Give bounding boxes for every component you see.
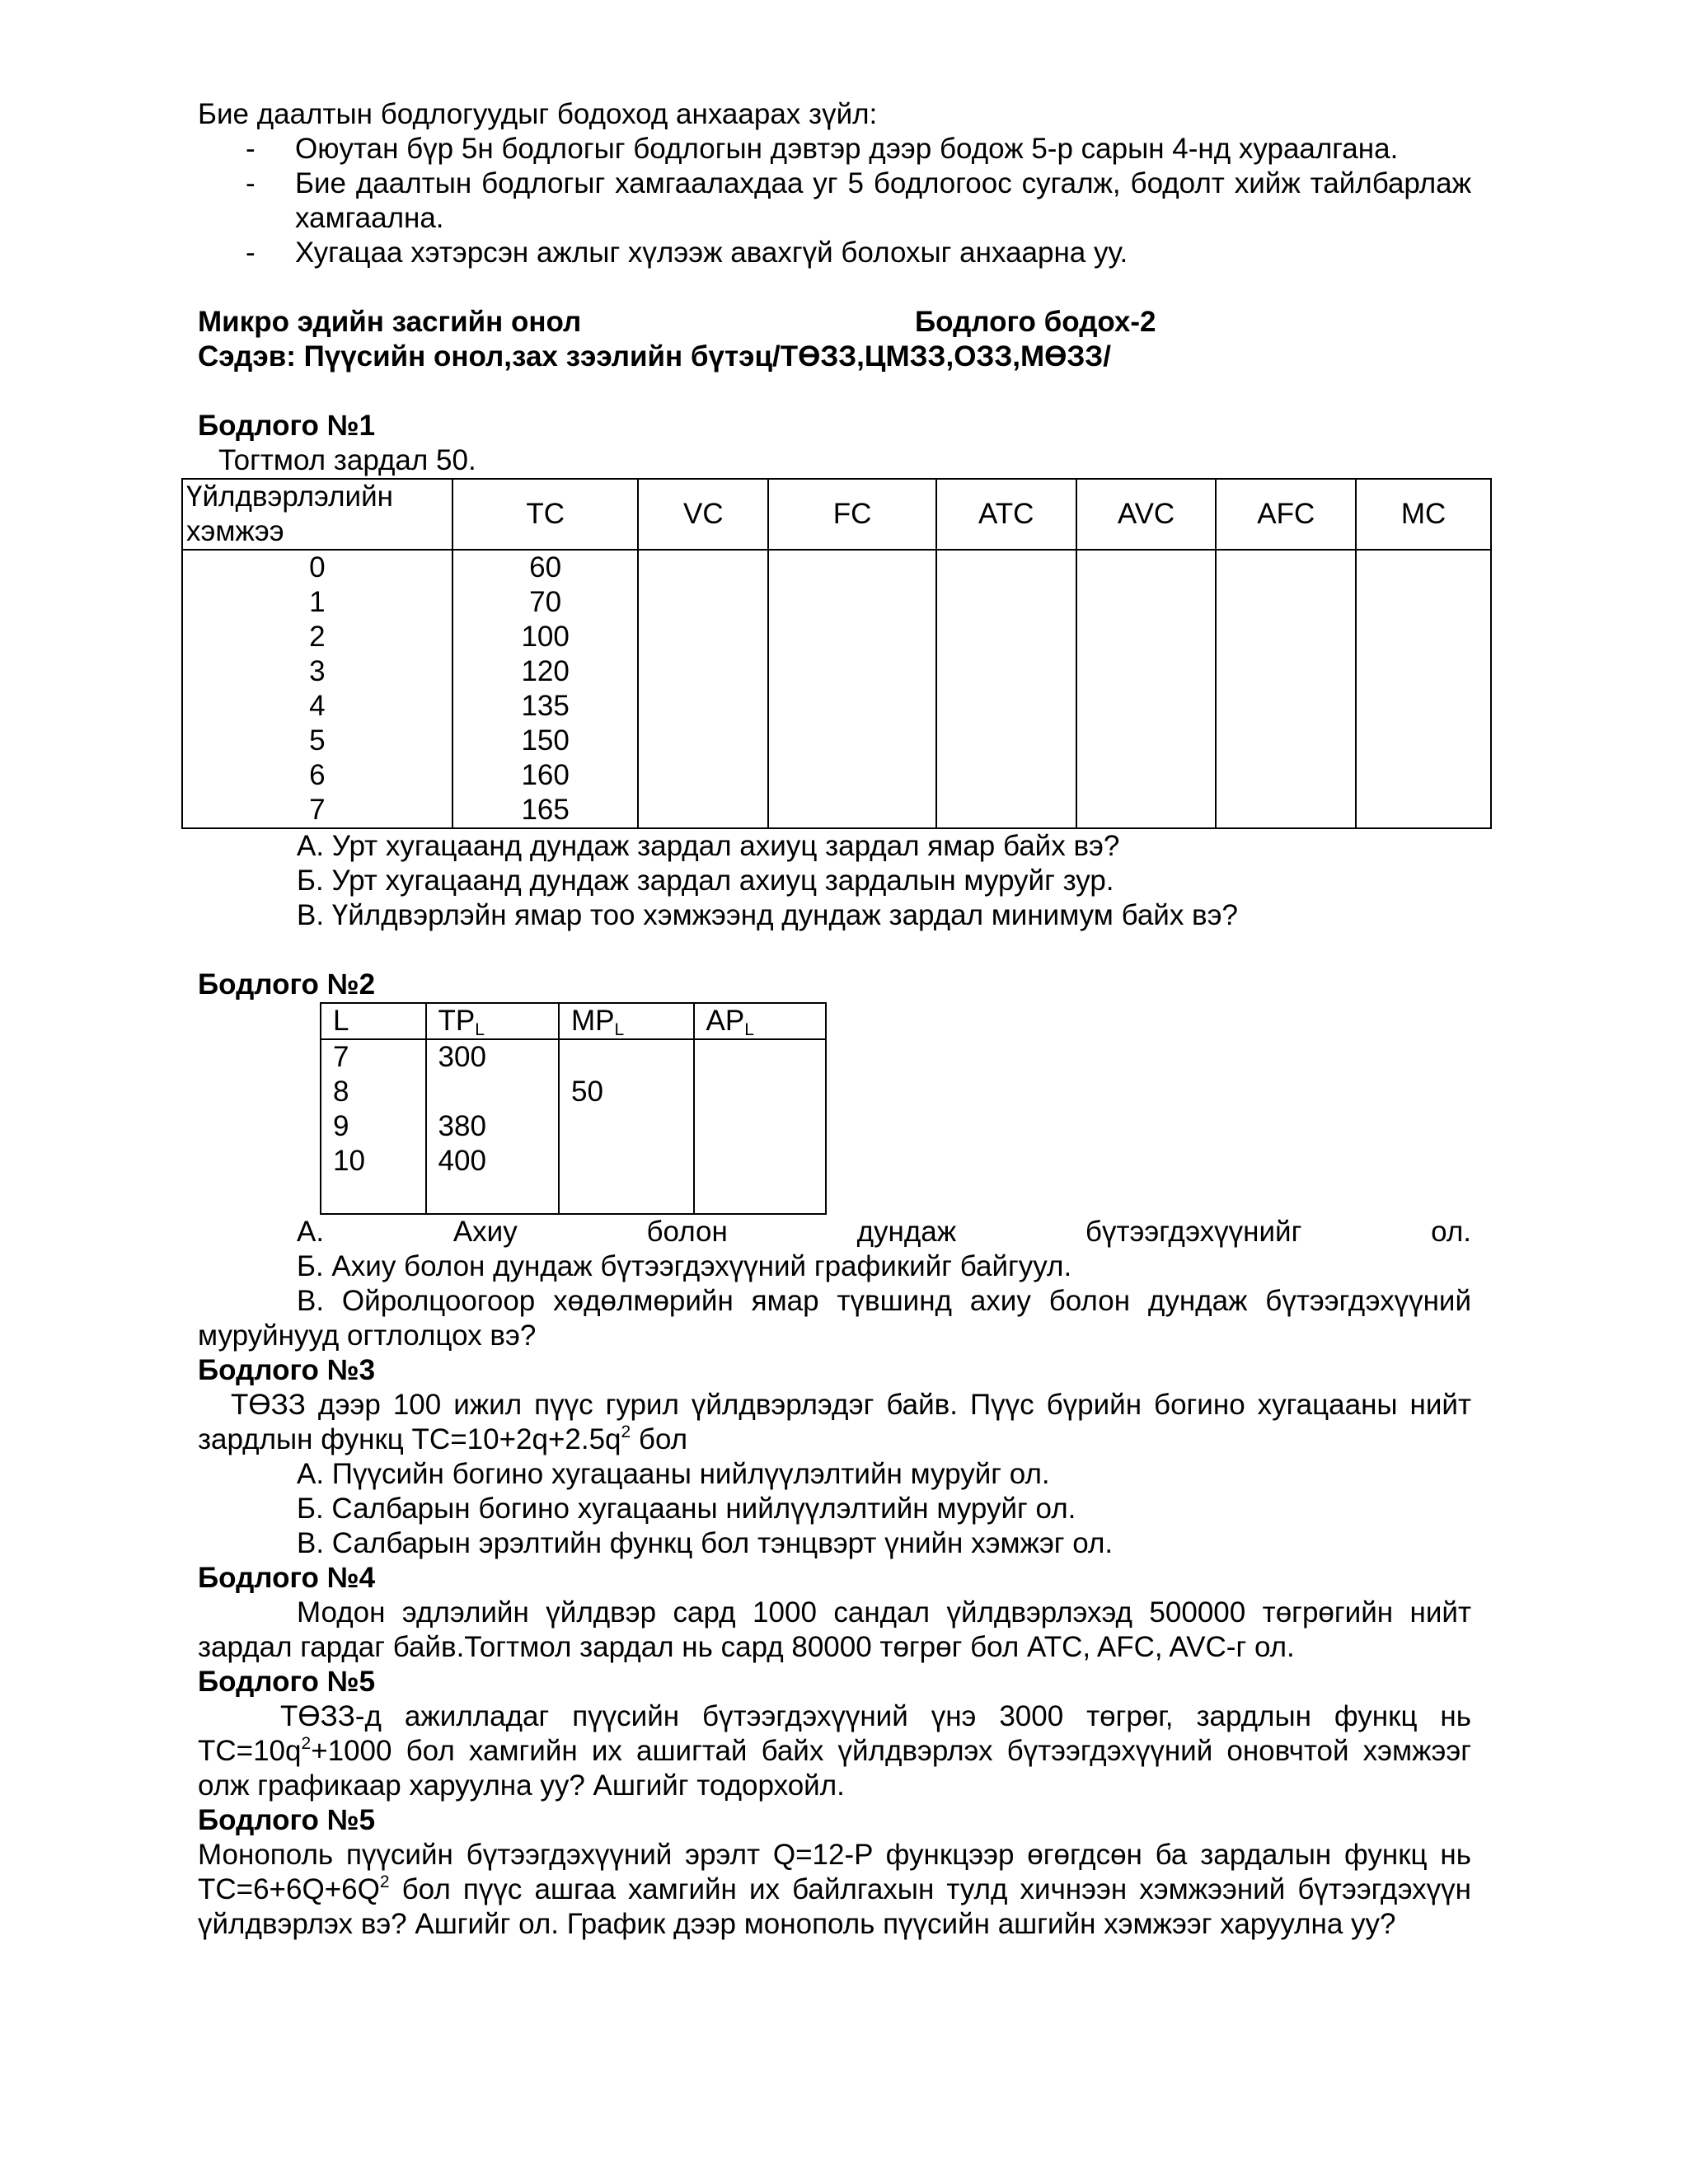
- note-item: - Бие даалтын бодлогыг хамгаалахдаа уг 5 бодлогоос сугалж, бодолт хийж тайлбарлаж хамгаална.: [246, 167, 1471, 234]
- tpl-values: 300 380 400: [426, 1039, 559, 1214]
- problem-6-text: Монополь пүүсийн бүтээгдэхүүний эрэлт Q=12-P функцээр өгөгдсөн ба зардалын функц нь $TC=6+6Q+6Q^2$ бол пүүс ашгаа хамгийн их байлгахын тулд хичнээн хэмжээний бүтээгдэхүүн үйлдвэрлэх вэ? Ашгийг ол. График дээр монополь пүүсийн ашгийн хэмжээг харуулна уу?: [198, 1839, 1471, 1940]
- cost-table-body: [182, 550, 1491, 828]
- assignment-title: Бодлого бодох-2: [915, 306, 1156, 338]
- problem-4-title: Бодлого №4: [198, 1562, 376, 1594]
- problem-3-title: Бодлого №3: [198, 1354, 376, 1386]
- problem-1-question-b: Б. Урт хугацаанд дундаж зардал ахиуц зардалын муруйг зур.: [297, 865, 1114, 897]
- note-item: - Оюутан бүр 5н бодлогыг бодлогын дэвтэр дээр бодож 5-р сарын 4-нд хураалгана.: [246, 133, 1399, 165]
- col-avc: AVC: [1076, 479, 1217, 550]
- problem-3-question-c: В. Салбарын эрэлтийн функц бол тэнцвэрт үнийн хэмжэг ол.: [297, 1527, 1114, 1559]
- problem-2-question-c: В. Ойролцоогоор хөдөлмөрийн ямар түвшинд ахиу болон дундаж бүтээгдэхүүний муруйнууд огтлолцох вэ?: [198, 1285, 1471, 1352]
- cost-table: [181, 478, 1492, 829]
- quantity-values: 0 1 2 3 4 5 6 7: [182, 550, 452, 828]
- mpl-values: 50: [559, 1039, 693, 1214]
- col-quantity: Үйлдвэрлэлийн хэмжээ: [182, 479, 452, 550]
- col-mc: MC: [1356, 479, 1491, 550]
- problem-5-text: ТӨЗЗ-д ажилладаг пүүсийн бүтээгдэхүүний үнэ 3000 төгрөг, зардлын функц нь $TC=10q^2+1000$ бол хамгийн их ашигтай байх үйлдвэрлэх бүтээгдэхүүний оновчтой хэмжээг олж графикаар харуулна уу? Ашгийг тодорхойл.: [198, 1700, 1471, 1802]
- problem-3-question-b: Б. Салбарын богино хугацааны нийлүүлэлтийн муруйг ол.: [297, 1493, 1076, 1525]
- problem-1-title: Бодлого №1: [198, 410, 376, 442]
- col-afc: AFC: [1216, 479, 1356, 550]
- problem-3-text: ТӨЗЗ дээр 100 ижил пүүс гурил үйлдвэрлэдэг байв. Пүүс бүрийн богино хугацааны нийт зардлын функц $TC=10+2q+2.5q^2$ бол: [198, 1389, 1471, 1455]
- problem-1-question-c: В. Үйлдвэрлэйн ямар тоо хэмжээнд дундаж зардал минимум байх вэ?: [297, 899, 1238, 931]
- intro-title: Бие даалтын бодлогуудыг бодоход анхаарах зүйл:: [198, 98, 878, 130]
- problem-1-given: Тогтмол зардал 50.: [218, 444, 476, 476]
- col-tpl: $TP_L$: [426, 1003, 559, 1039]
- afc-values: [1216, 550, 1356, 828]
- problem-4-text: Модон эдлэлийн үйлдвэр сард 1000 сандал үйлдвэрлэхэд 500000 төгрөгийн нийт зардал гардаг байв.Тогтмол зардал нь сард 80000 төгрөг бол ATC, AFC, AVC-г ол.: [198, 1596, 1471, 1663]
- problem-3-question-a: А. Пүүсийн богино хугацааны нийлүүлэлтийн муруйг ол.: [297, 1458, 1050, 1490]
- problem-2-question-a: А. Ахиу болон дундаж бүтээгдэхүүнийг ол.: [297, 1216, 1471, 1248]
- l-values: 7 8 9 10: [321, 1039, 426, 1214]
- atc-values: [936, 550, 1076, 828]
- col-vc: VC: [638, 479, 768, 550]
- col-mpl: $MP_L$: [559, 1003, 693, 1039]
- header-row: [198, 305, 1471, 340]
- vc-values: [638, 550, 768, 828]
- topic: Сэдэв: Пүүсийн онол,зах зээлийн бүтэц/ТӨЗЗ,ЦМЗЗ,ОЗЗ,МӨЗЗ/: [198, 340, 1111, 373]
- col-l: L: [321, 1003, 426, 1039]
- apl-values: [694, 1039, 827, 1214]
- problem-1-question-a: А. Урт хугацаанд дундаж зардал ахиуц зардал ямар байх вэ?: [297, 830, 1120, 862]
- problem-6-title: Бодлого №5: [198, 1804, 376, 1836]
- course-title: Микро эдийн засгийн онол: [198, 306, 582, 338]
- problem-2-title: Бодлого №2: [198, 968, 376, 1001]
- notes-list: [198, 132, 1471, 270]
- col-atc: ATC: [936, 479, 1076, 550]
- mc-values: [1356, 550, 1491, 828]
- problem-2-question-b: Б. Ахиу болон дундаж бүтээгдэхүүний графикийг байгуул.: [297, 1250, 1072, 1282]
- document-page: [186, 97, 1471, 1942]
- col-apl: $AP_L$: [694, 1003, 827, 1039]
- col-tc: TC: [452, 479, 639, 550]
- avc-values: [1076, 550, 1217, 828]
- problem-5-title: Бодлого №5: [198, 1666, 376, 1698]
- product-table-header: [321, 1003, 826, 1039]
- fc-values: [768, 550, 936, 828]
- note-item: - Хугацаа хэтэрсэн ажлыг хүлээж авахгүй болохыг анхаарна уу.: [246, 237, 1128, 269]
- cost-table-header: [182, 479, 1491, 550]
- tc-values: 60 70 100 120 135 150 160 165: [452, 550, 639, 828]
- col-fc: FC: [768, 479, 936, 550]
- product-table: [320, 1002, 827, 1215]
- product-table-body: [321, 1039, 826, 1214]
